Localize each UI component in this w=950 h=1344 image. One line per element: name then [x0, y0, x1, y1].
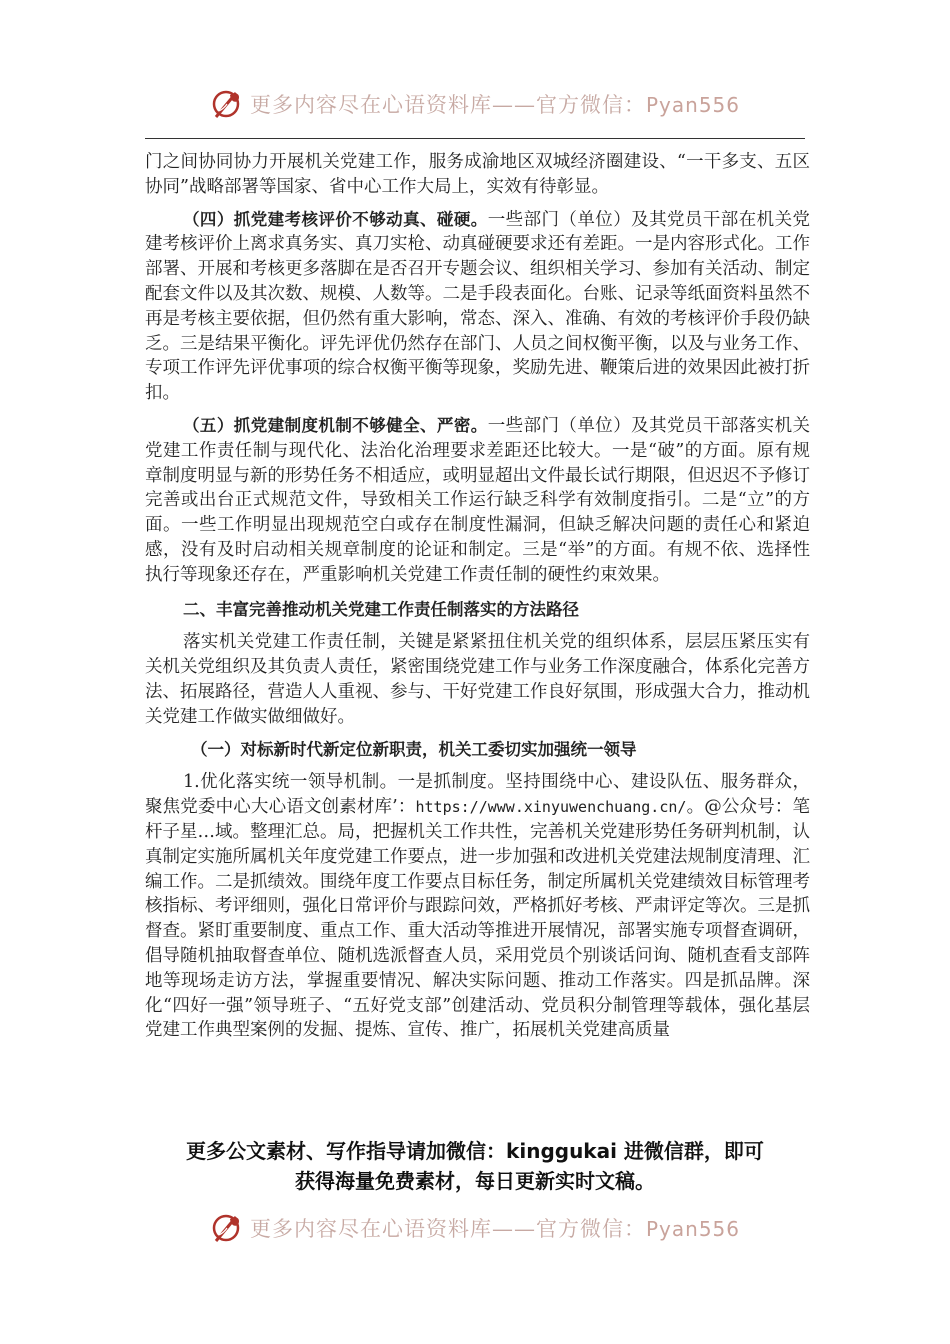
part-2-intro: 落实机关党建工作责任制，关键是紧紧扭住机关党的组织体系，层层压紧压实有关机关党组织及其负责人责任，紧密围绕党建工作与业务工作深度融合，体系化完善方法、拓展路径，营造人人重视、参与、干好党建工作良好氛围，形成强大合力，推动机关党建工作做实做细做好。	[145, 632, 810, 727]
item-1-paragraph	[145, 770, 810, 1043]
banner-wechat-id: Pyan556	[645, 93, 740, 117]
item-1-text-a: 1.优化落实统一领导机制。一是抓制度。坚持围绕中心、建设队伍、服务群众，聚焦党委中心大心语文创素材库’：	[145, 772, 810, 818]
section-5-body: 一些部门（单位）及其党员干部落实机关党建工作责任制与现代化、法治化治理要求差距还比较大。一是“破”的方面。原有规章制度明显与新的形势任务不相适应，或明显超出文件最长试行期限，但迟迟不予修订完善或出台正式规范文件，导致相关工作运行缺乏科学有效制度指引。二是“立”的方面。一些工作明显出现规范空白或存在制度性漏洞，但缺乏解决问题的责任心和紧迫感，没有及时启动相关规章制度的论证和制定。三是“举”的方面。有规不依、选择性执行等现象还存在，严重影响机关党建工作责任制的硬性约束效果。	[145, 415, 811, 585]
item-1-text-b: 。@公众号：笔杆子星…域。整理汇总。局，把握机关工作共性，完善机关党建形势任务研判机制，认真制定实施所属机关年度党建工作要点，进一步加强和改进机关党建法规制度清理、汇编工作。二是抓绩效。围绕年度工作要点目标任务，制定所属机关党建绩效目标管理考核指标、考评细则，强化日常评价与跟踪问效，严格抓好考核、严肃评定等次。三是抓督查。紧盯重要制度、重点工作、重大活动等推进开展情况，部署实施专项督查调研，倡导随机抽取督查单位、随机选派督查人员，采用党员个别谈话问询、随机查看支部阵地等现场走访方法，掌握重要情况、解决实际问题、推动工作落实。四是抓品牌。深化“四好一强”领导班子、“五好党支部”创建活动、党员积分制管理等载体，强化基层党建工作典型案例的发掘、提炼、宣传、推广，拓展机关党建高质量	[145, 797, 811, 1041]
header-rule	[145, 138, 805, 139]
item-1-url: https://www.xinyuwenchuang.cn/	[415, 798, 687, 817]
banner-brand: 更多内容尽在心语资料库	[249, 93, 492, 117]
footer-brand: 更多内容尽在心语资料库	[249, 1217, 492, 1241]
section-5-paragraph	[145, 414, 810, 588]
section-5-title: （五）抓党建制度机制不够健全、严密。	[183, 415, 488, 435]
footer-wechat-id: Pyan556	[645, 1217, 740, 1241]
feather-pen-logo-icon	[210, 1211, 244, 1245]
section-4-paragraph	[145, 208, 810, 406]
subsection-1-heading: （一）对标新时代新定位新职责，机关工委切实加强统一领导	[191, 739, 637, 759]
feather-pen-logo-icon	[210, 87, 244, 121]
part-2-heading: 二、丰富完善推动机关党建工作责任制落实的方法路径	[183, 599, 579, 619]
promo-line-1: 更多公文素材、写作指导请加微信：kinggukai 进微信群，即可	[186, 1139, 764, 1163]
promo-notice	[140, 1136, 810, 1196]
footer-dash: ——	[491, 1217, 536, 1241]
footer-banner	[0, 1208, 950, 1248]
footer-official: 官方微信：	[535, 1217, 646, 1241]
document-body	[145, 150, 810, 1043]
header-banner	[0, 84, 950, 124]
banner-dash: ——	[491, 93, 536, 117]
section-4-title: （四）抓党建考核评价不够动真、碰硬。	[183, 209, 488, 229]
banner-official: 官方微信：	[535, 93, 646, 117]
continuation-paragraph: 门之间协同协力开展机关党建工作，服务成渝地区双城经济圈建设、“一干多支、五区协同”战略部署等国家、省中心工作大局上，实效有待彰显。	[145, 152, 810, 197]
promo-line-2: 获得海量免费素材，每日更新实时文稿。	[295, 1169, 655, 1193]
section-4-body: 一些部门（单位）及其党员干部在机关党建考核评价上离求真务实、真刀实枪、动真碰硬要求还有差距。一是内容形式化。工作部署、开展和考核更多落脚在是否召开专题会议、组织相关学习、参加有关活动、制定配套文件以及其次数、规模、人数等。二是手段表面化。台账、记录等纸面资料虽然不再是考核主要依据，但仍然有重大影响，常态、深入、准确、有效的考核评价手段仍缺乏。三是结果平衡化。评先评优仍然存在部门、人员之间权衡平衡，以及与业务工作、专项工作评先评优事项的综合权衡平衡等现象，奖励先进、鞭策后进的效果因此被打折扣。	[145, 209, 811, 404]
